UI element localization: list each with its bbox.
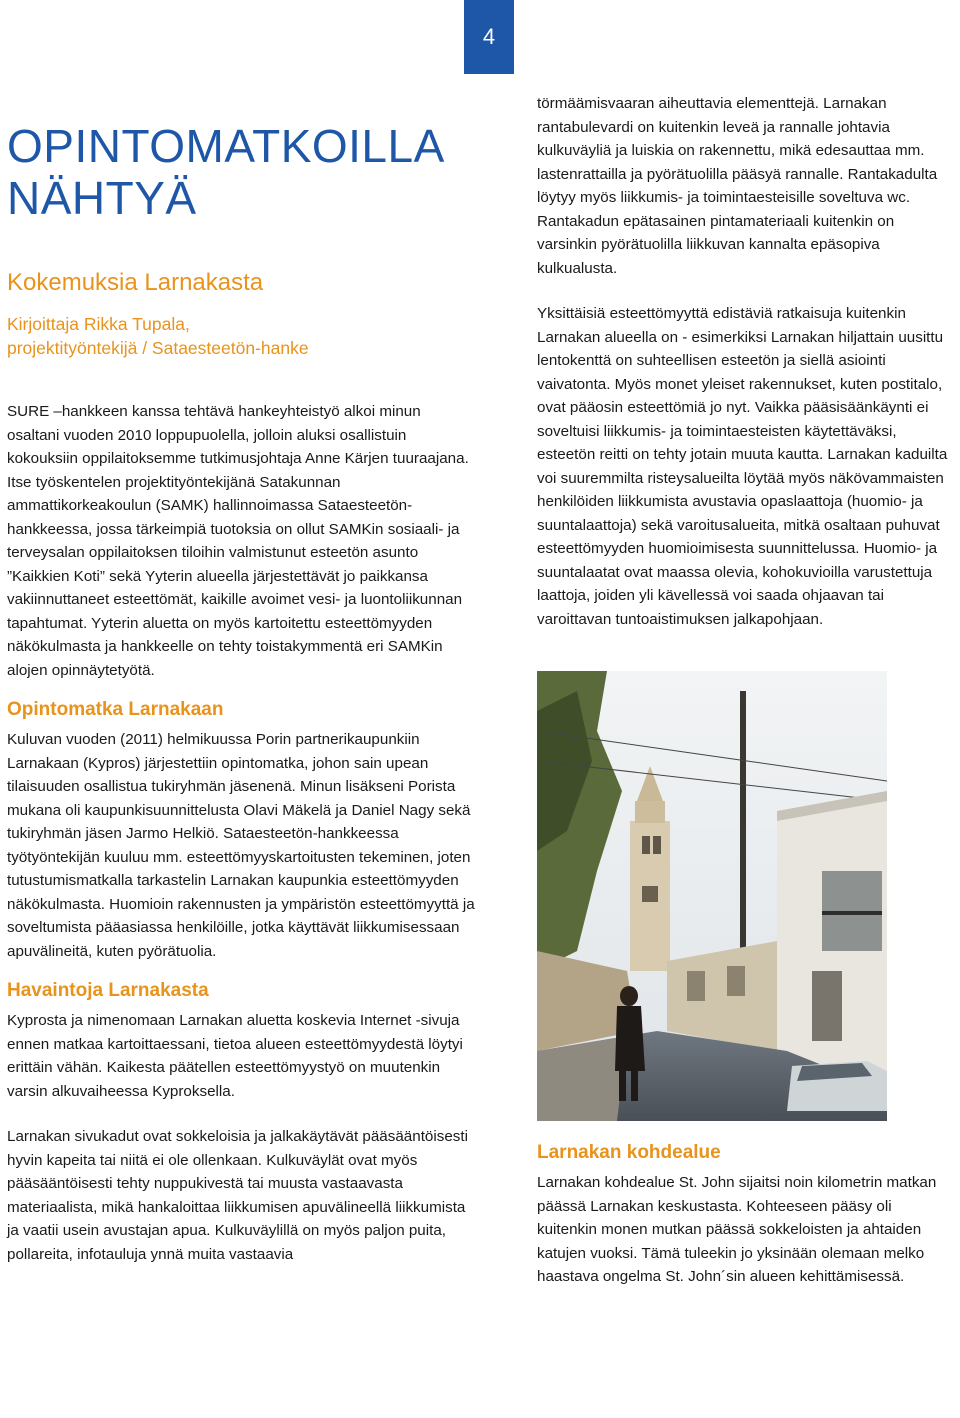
left-column — [7, 120, 477, 1266]
solutions-paragraph: Yksittäisiä esteettömyyttä edistäviä ratkaisuja kuitenkin Larnakan alueella on - esimerkiksi Larnakan hiljattain uusittu lentokenttä on suhteellisen esteetön ja siellä asiointi vaivatonta. Myös monet yleiset rakennukset, kuten postitalo, ovat pääosin esteettömiä jo nyt. Vaikka pääsisäänkäynti ei soveltuisi liikkumis- ja toimintaesteisten käytettäväksi, esteetön reitti on tehty jotain muuta kautta. Larnakan kaduilta voi suuremmilta risteysalueilta löytää myös näkövammaisten henkilöiden liikkumista avustavia opaslaattoja (huomio- ja suuntalaattoja) sekä varoitusalueita, mitkä osaltaan puhuvat esteettömyyden huomioimisesta suunnittelussa. Huomio- ja suuntalaatat ovat maassa olevia, kohokuvioilla varustettuja laattoja, joiden yli kävellessä voi saada ohjaavan tai varoittavan tuntoaistimuksen jalkapohjaan. — [537, 305, 948, 628]
author-name: Kirjoittaja Rikka Tupala, — [7, 314, 190, 334]
article-subtitle: Kokemuksia Larnakasta — [7, 269, 264, 296]
page-number: 4 — [464, 0, 514, 74]
title-line-2: NÄHTYÄ — [7, 172, 197, 224]
author-role: projektityöntekijä / Sataesteetön-hanke — [7, 338, 309, 358]
section-heading-opintomatka: Opintomatka Larnakaan — [7, 699, 224, 720]
right-column — [537, 92, 953, 1289]
section-paragraph-havaintoja-2: Larnakan sivukadut ovat sokkeloisia ja jalkakäytävät pääsääntöisesti hyvin kapeita tai niitä ei ole ollenkaan. Kulkuväylät ovat myös pääsääntöisesti tehty nuppukivestä tai muusta vastaavasta materiaalista, mikä hankaloittaa liikkumisen apuvälineellä liikkumista ja vaatii usein avustajan apua. Kulkuväylillä on myös paljon puita, pollareita, infotauluja ynnä muita vastaavia — [7, 1128, 468, 1263]
section-paragraph-havaintoja-1: Kyprosta ja nimenomaan Larnakan aluetta koskevia Internet -sivuja ennen matkaa kartoittaessani, tietoa alueen esteettömyydestä löytyi erittäin vähän. Kaikesta päätellen esteettömyystyö on muutenkin varsin alkuvaiheessa Kyproksella. — [7, 1012, 463, 1100]
section-heading-kohdealue: Larnakan kohdealue — [537, 1142, 721, 1163]
street-photo — [537, 671, 887, 1121]
intro-paragraph: SURE –hankkeen kanssa tehtävä hankeyhteistyö alkoi minun osaltani vuoden 2010 loppupuolella, jolloin aluksi osallistuin kokouksiin oppilaitoksemme tutkimusjohtaja Anne Kärjen tuuraajana. Itse työskentelen projektityöntekijänä Satakunnan ammattikorkeakoulun (SAMK) hallinnoimassa Sataesteetön-hankkeessa, jossa tärkeimpiä tuotoksia on ollut SAMKin sosiaali- ja terveysalan oppilaitoksen tiloihin valmistunut esteetön asunto ”Kaikkien Koti” sekä Yyterin alueella järjestettävät jo paikkansa vakiinnuttaneet esteettömät, kaikille avoimet vesi- ja luontoliikunnan tapahtumat. Yyterin aluetta on myös kartoitettu esteettömyyden näkökulmasta ja hankkeelle on tehty toistakymmentä eri SAMKin alojen opinnäytetyötä. — [7, 403, 469, 679]
author-byline — [7, 312, 477, 360]
continued-paragraph: törmäämisvaaran aiheuttavia elementtejä. Larnakan rantabulevardi on kuitenkin leveä ja rannalle johtavia kulkuväyliä ja luiskia on rakennettu, mikä edesauttaa mm. lastenrattailla ja pyörätuolilla pääsyä rannalle. Rantakadulta löytyy myös liikkumis- ja toimintaesteisille soveltuva wc. Rantakadun epätasainen pintamateriaali kuitenkin on varsinkin pyörätuolilla liikkuvan kannalta epäsopiva kulkualusta. — [537, 95, 938, 277]
article-title — [7, 120, 477, 224]
title-line-1: OPINTOMATKOILLA — [7, 120, 445, 172]
section-heading-havaintoja: Havaintoja Larnakasta — [7, 980, 209, 1001]
section-paragraph-kohdealue: Larnakan kohdealue St. John sijaitsi noin kilometrin matkan päässä Larnakan keskustasta. Kohteeseen pääsy oli kuitenkin monen mutkan päässä sokkeloisten ja ahtaiden katujen vuoksi. Tämä tuleekin jo yksinään olemaan melko haastava ongelma St. John´sin alueen kehittämisessä. — [537, 1174, 937, 1285]
section-paragraph-opintomatka: Kuluvan vuoden (2011) helmikuussa Porin partnerikaupunkiin Larnakaan (Kypros) järjestettiin opintomatka, johon sain upean tilaisuuden osallistua tukiryhmän jäsenenä. Minun lisäkseni Porista mukana oli kaupunkisuunnittelusta Olavi Mäkelä ja Daniel Nagy sekä tukiryhmän jäsen Jarmo Helkiö. Sataesteetön-hankkeessa työtyöntekijän kuuluu mm. esteettömyyskartoitusten tekeminen, joten tutustumismatkalla tarkastelin Larnakan kaupunkia esteettömyyden näkökulmasta. Huomioin rakennusten ja ympäristön esteettömyyttä ja soveltumista pääasiassa henkilöille, jotka käyttävät liikkumisessaan apuvälineitä, kuten pyörätuolia. — [7, 731, 475, 960]
